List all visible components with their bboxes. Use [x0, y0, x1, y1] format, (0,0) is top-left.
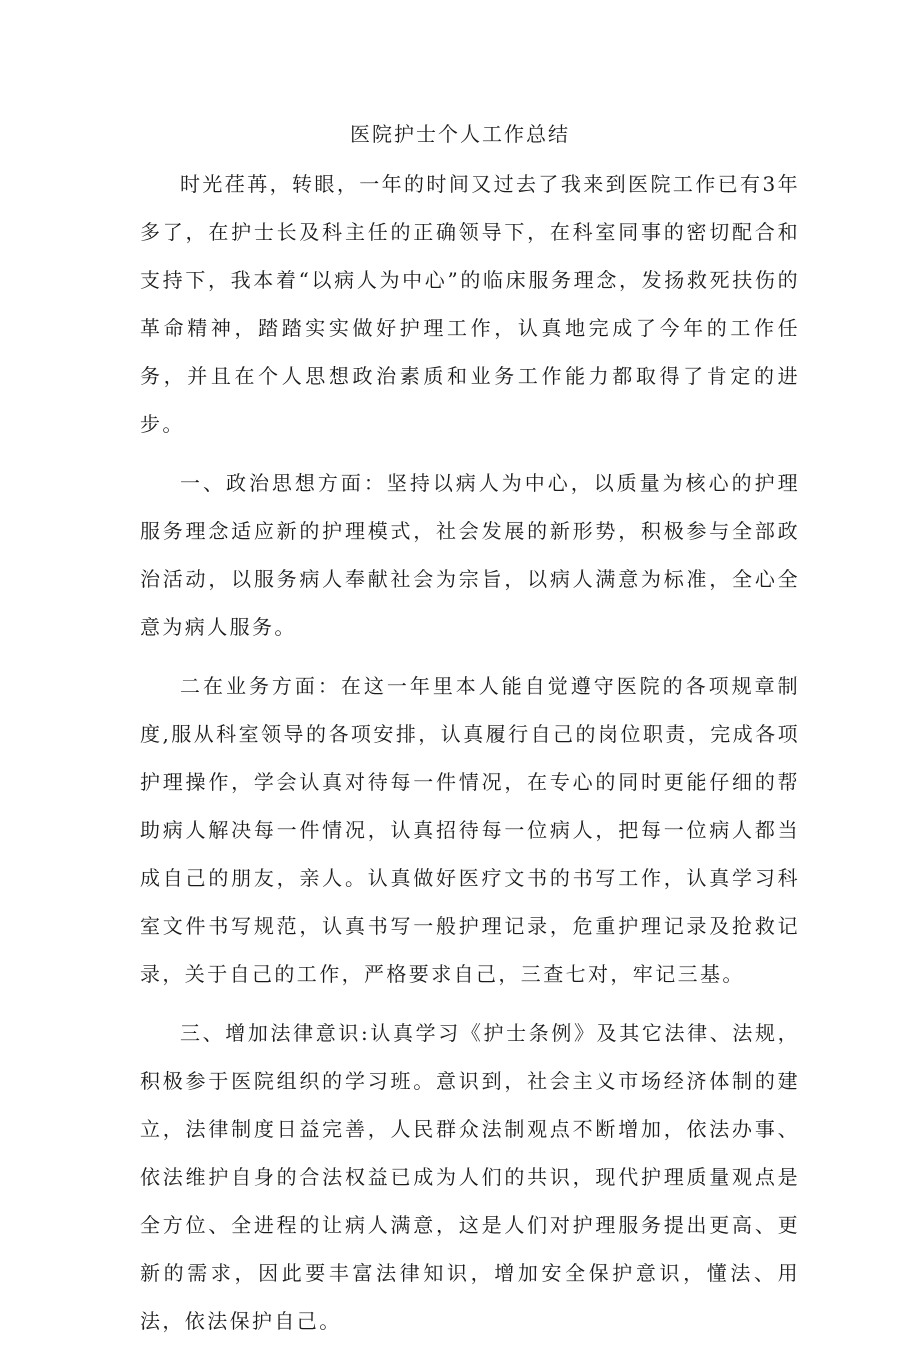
- paragraph-legal-awareness: 三、增加法律意识:认真学习《护士条例》及其它法律、法规，积极参于医院组织的学习班。意识到，社会主义市场经济体制的建立，法律制度日益完善，人民群众法制观点不断增加，依法办事、依法维护自身的合法权益已成为人们的共识，现代护理质量观点是全方位、全进程的让病人满意，这是人们对护理服务提出更高、更新的需求，因此要丰富法律知识，增加安全保护意识，懂法、用法，依法保护自己。: [140, 1021, 800, 1333]
- paragraph-intro: 时光荏苒，转眼，一年的时间又过去了我来到医院工作已有3年多了，在护士长及科主任的正确领导下，在科室同事的密切配合和支持下，我本着“以病人为中心”的临床服务理念，发扬救死扶伤的革命精神，踏踏实实做好护理工作，认真地完成了今年的工作任务，并且在个人思想政治素质和业务工作能力都取得了肯定的进步。: [140, 172, 800, 436]
- paragraph-political-thought: 一、政治思想方面：坚持以病人为中心，以质量为核心的护理服务理念适应新的护理模式，社会发展的新形势，积极参与全部政治活动，以服务病人奉献社会为宗旨，以病人满意为标准，全心全意为病人服务。: [140, 471, 800, 639]
- paragraph-professional-work: 二在业务方面：在这一年里本人能自觉遵守医院的各项规章制度,服从科室领导的各项安排，认真履行自己的岗位职责，完成各项护理操作，学会认真对待每一件情况，在专心的同时更能仔细的帮助病人解决每一件情况，认真招待每一位病人，把每一位病人都当成自己的朋友，亲人。认真做好医疗文书的书写工作，认真学习科室文件书写规范，认真书写一般护理记录，危重护理记录及抢救记录，关于自己的工作，严格要求自己，三查七对，牢记三基。: [140, 674, 800, 986]
- document-title: 医院护士个人工作总结: [350, 122, 570, 146]
- document-body: [140, 160, 800, 1356]
